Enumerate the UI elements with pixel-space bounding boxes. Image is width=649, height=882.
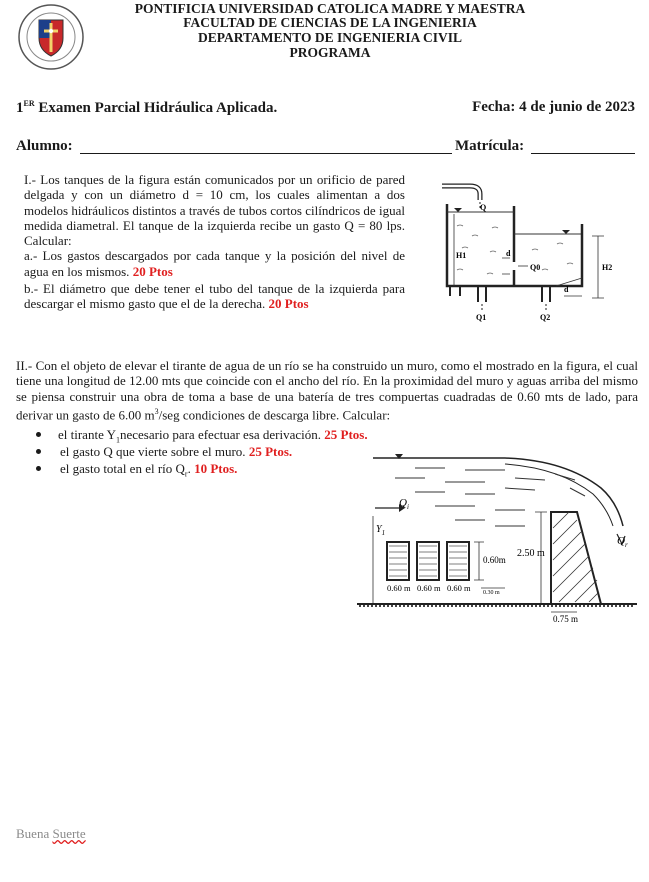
- fig2-y1-label: [376, 524, 385, 537]
- fig2-gate-width-3: 0.60 m: [447, 583, 471, 593]
- student-name-blank[interactable]: [80, 153, 452, 154]
- wall-figure: [355, 448, 640, 628]
- fig1-q1-label: Q1: [476, 313, 487, 322]
- question-1b-points: 20 Ptos: [268, 296, 309, 312]
- exam-title-text: Examen Parcial Hidráulica Aplicada.: [34, 100, 278, 116]
- fig2-qr-label: [617, 535, 628, 549]
- bullet-icon: [36, 449, 41, 454]
- question-1b: [24, 281, 405, 312]
- fig1-d-low-label: d: [564, 285, 569, 294]
- question-1a: [24, 248, 405, 279]
- fig2-qi-label: [399, 497, 409, 511]
- fig2-y1-text: Y: [376, 524, 382, 535]
- fig2-base-label: 0.75 m: [553, 614, 579, 624]
- fig2-qi-text: Q: [399, 497, 407, 509]
- footer-word-1: Buena: [16, 826, 53, 841]
- student-id-blank[interactable]: [531, 153, 635, 154]
- fig2-gate-height-label: 0.60m: [483, 555, 506, 565]
- fig2-gate-width-1: 0.60 m: [387, 583, 411, 593]
- fig2-qr-text: Q: [617, 535, 625, 547]
- question-2-text-b: /seg condiciones de descarga libre. Calcular:: [158, 407, 391, 423]
- question-2-unit-sup: 3: [154, 406, 159, 416]
- item-3-sub: r: [184, 469, 188, 479]
- item-2-points: 25 Ptos.: [248, 444, 293, 459]
- item-3-points: 10 Ptos.: [194, 461, 238, 476]
- item-2-text: el gasto Q que vierte sobre el muro.: [60, 444, 246, 459]
- item-1-points: 25 Ptos.: [324, 427, 368, 442]
- fig2-qi-sub: i: [406, 503, 409, 511]
- exam-ordinal-sup: ER: [23, 99, 35, 108]
- fig2-qr-sub: r: [624, 541, 628, 549]
- exam-date: Fecha: 4 de junio de 2023: [472, 99, 635, 115]
- question-1-text: Los tanques de la figura están comunicados por un orificio de pared delgada y con un diámetro d = 10 cm, los cuales alimentan a dos modelos hidráulicos distintos a través de tubos cortos cilíndricos de igual medida diametral. El tanque de la izquierda recibe un gasto Q = 80 lps. Calcular:: [24, 172, 405, 249]
- item-1-sub: 1: [116, 435, 120, 445]
- question-1: [24, 172, 405, 312]
- fig2-sill-label: 0.30 m: [483, 590, 500, 596]
- fig1-h2-label: H2: [602, 263, 613, 272]
- student-id-label: Matrícula:: [455, 138, 525, 154]
- fig1-d-label: d: [506, 249, 511, 258]
- university-seal-logo: [18, 4, 84, 70]
- fig1-q-label: Q: [480, 203, 487, 212]
- footer-message: [16, 826, 86, 842]
- bullet-icon: [36, 432, 41, 437]
- question-1-statement: [24, 172, 405, 248]
- question-1-number: I.-: [24, 172, 41, 187]
- tanks-figure: [432, 178, 637, 328]
- fig1-q2-label: Q2: [540, 313, 551, 322]
- question-1b-text: b.- El diámetro que debe tener el tubo del tanque de la izquierda para descargar el mismo gasto que el de la derecha.: [24, 281, 405, 312]
- fig1-h1-label: H1: [456, 251, 467, 260]
- item-3-text: el gasto total en el río Q: [60, 461, 185, 476]
- department-name: DEPARTAMENTO DE INGENIERIA CIVIL: [198, 30, 462, 45]
- question-1a-text: a.- Los gastos descargados por cada tanque y la posición del nivel de agua en los mismos.: [24, 248, 405, 279]
- question-2-text-a: II.- Con el objeto de elevar el tirante de agua de un río se ha construido un muro, como el mostrado en la figura, el cual tiene una longitud de 12.00 mts que coincide con el ancho del río. En la proximidad del muro y aguas arriba del mismo se piensa construir una obra de toma a base de una batería de tres compuertas cuadradas de 0.60 mts de lado, para derivar un gasto de 6.00 m: [16, 358, 638, 423]
- university-name: PONTIFICIA UNIVERSIDAD CATOLICA MADRE Y MAESTRA: [134, 1, 526, 16]
- footer-word-2: Suerte: [52, 826, 86, 841]
- question-1a-points: 20 Ptos: [132, 263, 173, 279]
- exam-title: [16, 99, 277, 117]
- question-2: [16, 358, 638, 423]
- fig2-y1-sub: 1: [381, 529, 386, 537]
- fig1-q0-label: Q0: [530, 263, 541, 272]
- fig2-wall-height-label: 2.50 m: [517, 548, 545, 559]
- bullet-icon: [36, 466, 41, 471]
- program-label: PROGRAMA: [289, 45, 371, 60]
- item-1-rest: necesario para efectuar esa derivación.: [120, 427, 322, 442]
- item-3-rest: .: [187, 461, 191, 476]
- item-1-text: el tirante Y: [58, 427, 116, 442]
- fig2-gate-width-2: 0.60 m: [417, 583, 441, 593]
- exam-ordinal: 1: [16, 100, 24, 116]
- student-name-label: Alumno:: [16, 138, 73, 154]
- faculty-name: FACULTAD DE CIENCIAS DE LA INGENIERIA: [183, 15, 477, 30]
